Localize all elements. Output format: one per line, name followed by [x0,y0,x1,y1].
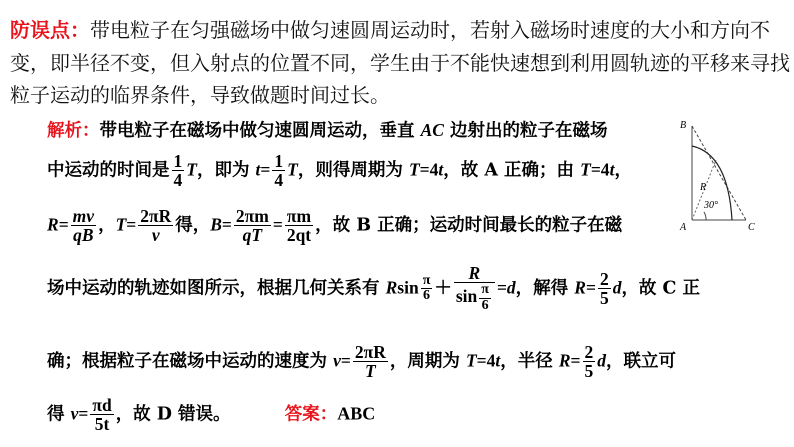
solution-line-1 [47,117,608,142]
text: ，故 A 正确；由 [443,160,581,181]
denominator: 2qt [286,225,312,246]
equals: = [260,159,271,180]
text: ，故 D 错误。 [115,404,231,425]
denominator: 5 [599,288,609,309]
var-t: t [438,159,444,180]
var-T: T [186,159,197,180]
equals-4: =4 [590,159,610,180]
angle-arc [704,212,706,220]
fraction-2pim-qT [234,207,271,245]
numerator: 2 [584,342,594,362]
numerator: π [481,282,489,298]
numerator: 2πR [354,342,386,362]
solution-line-4 [47,264,700,314]
equals: = [126,214,137,235]
numerator: mv [72,206,95,226]
sin: sin [397,277,419,298]
var-T: T [115,214,127,235]
solution-line-3 [47,207,622,245]
text: ，解得 [515,278,575,299]
numerator: 2πm [235,206,269,226]
fraction-pim-2qt [285,207,313,245]
label-A: A [680,222,687,233]
solution-line-2 [47,152,632,190]
text: ，即为 [196,160,256,181]
fraction-pi-6 [479,283,491,313]
magnetic-field-figure [676,116,788,238]
equals-4: =4 [419,159,439,180]
text: 场中运动的轨迹如图所示，根据几何关系有 [47,278,386,299]
var-R: R [385,277,398,298]
var-v: v [70,403,79,424]
fraction-pi-6 [421,274,433,304]
triangle [692,126,746,220]
equals: = [585,277,596,298]
var-T: T [287,159,298,180]
text: 得， [175,215,211,236]
solution-label: 解析： [47,121,100,141]
denominator: 5t [94,414,110,435]
numerator: πd [92,395,112,415]
fraction-quarter [172,152,185,190]
numerator: R [454,264,495,283]
denominator [454,283,495,313]
var-d: d [597,350,607,371]
text: 边射出的粒子在磁场 [443,121,608,141]
warning-paragraph [10,14,790,112]
text: 中运动的时间是 [47,160,170,181]
fraction-2piR-T [353,343,388,381]
numerator: 2πR [140,206,172,226]
label-C: C [748,222,755,233]
var-T: T [408,159,420,180]
text: 确；根据粒子在磁场中运动的速度为 [47,351,334,372]
sin: sin [455,286,478,307]
label-angle: 30° [704,200,718,211]
text: ，则得周期为 [297,160,409,181]
var-v: v [333,350,341,371]
denominator: v [151,225,160,246]
text: ， [614,160,632,181]
numerator: πm [285,207,313,226]
numerator: 1 [173,151,183,171]
fraction-pid-5t [90,396,113,434]
var-T: T [465,350,477,371]
text: ，半径 [500,351,559,372]
var-ac: AC [420,120,444,140]
fraction-2piR-v [138,207,173,245]
equals: = [78,403,89,424]
solution-line-5 [47,343,676,381]
text: ， [98,215,116,236]
denominator: 4 [274,170,284,191]
var-t: t [495,350,501,371]
var-d: d [612,277,622,298]
equals: = [58,214,69,235]
equals: = [221,214,232,235]
denominator: 4 [173,170,183,191]
answer-label: 答案： [284,404,338,425]
label-R: R [700,182,707,193]
answer-value: ABC [337,403,376,424]
fraction-quarter [272,152,285,190]
solution-line-6 [47,396,375,434]
denominator: 5 [584,361,594,382]
var-d: d [506,277,516,298]
denominator: qT [242,225,263,246]
label-B: B [680,120,687,131]
equals-4: =4 [476,350,496,371]
equals: = [570,350,581,371]
fraction-R-sin [454,264,495,314]
numerator: 2 [599,269,609,289]
denominator: 6 [481,298,489,314]
var-T: T [580,159,591,180]
denominator: qB [73,225,94,246]
var-B: B [210,214,222,235]
var-R: R [558,350,571,371]
denominator: T [365,361,376,382]
fraction-2-5 [583,343,596,381]
text: ，周期为 [389,351,466,372]
equals: = [340,350,351,371]
text: ，故 B 正确；运动时间最长的粒子在磁 [315,215,623,236]
text: 得 [47,404,71,425]
text: ，故 C 正 [621,278,701,299]
var-R: R [574,277,586,298]
plus: ＋ [434,277,452,298]
warning-label: 防误点： [10,18,90,42]
equals: = [496,277,507,298]
text: 带电粒子在磁场中做匀速圆周运动，垂直 [99,121,421,141]
fraction-2-5 [598,270,611,308]
var-R: R [47,214,59,235]
denominator: 6 [423,288,431,304]
warning-text: 带电粒子在匀强磁场中做匀速圆周运动时，若射入磁场时速度的大小和方向不变，即半径不变，但入射点的位置不同，学生由于不能快速想到利用圆轨迹的平移来寻找粒子运动的临界条件，导致做题时间过长。 [10,18,790,107]
text: ，联立可 [606,351,677,372]
numerator: 1 [274,151,284,171]
var-t: t [609,159,615,180]
equals: = [272,214,283,235]
var-t: t [255,159,261,180]
numerator: π [422,272,431,288]
fraction-mv-qB [71,207,96,245]
